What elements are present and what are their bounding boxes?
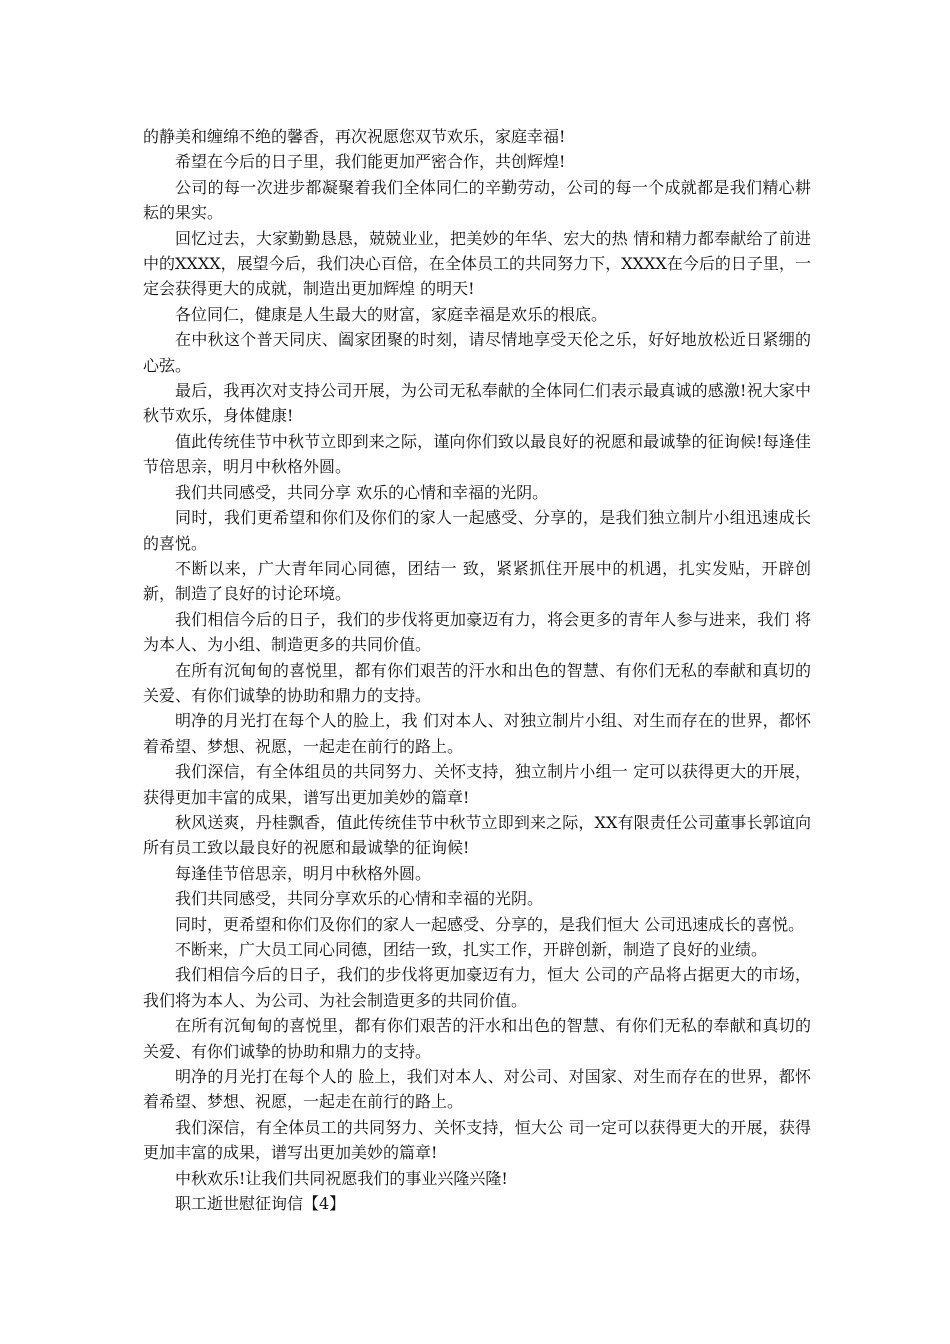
paragraph: 回忆过去，大家勤勤恳恳，兢兢业业，把美妙的年华、宏大的热 情和精力都奉献给了前进中的XXXX，展望今后，我们决心百倍，在全体员工的共同努力下，XXXX在今后的日子里，一定会获得更大的成就，制造出更加辉煌 的明天!: [143, 228, 811, 299]
paragraph: 希望在今后的日子里，我们能更加严密合作，共创辉煌!: [175, 152, 566, 172]
paragraph: 我们相信今后的日子，我们的步伐将更加豪迈有力，恒大 公司的产品将占据更大的市场，我们将为本人、为公司、为社会制造更多的共同价值。: [143, 965, 811, 1010]
paragraph: 明净的月光打在每个人的 脸上，我们对本人、对公司、对国家、对生而存在的世界，都怀着希望、梦想、祝愿，一起走在前行的路上。: [143, 1067, 811, 1112]
paragraph: 的静美和缠绵不绝的馨香，再次祝愿您双节欢乐，家庭幸福!: [143, 127, 566, 146]
document-body: [143, 124, 811, 1216]
paragraph: 最后，我再次对支持公司开展，为公司无私奉献的全体同仁们表示最真诚的感激!祝大家中秋节欢乐，身体健康!: [143, 381, 811, 426]
paragraph: 我们深信，有全体员工的共同努力、关怀支持，恒大公 司一定可以获得更大的开展，获得更加丰富的成果，谱写出更加美妙的篇章!: [143, 1117, 811, 1163]
paragraph: 明净的月光打在每个人的脸上，我 们对本人、对独立制片小组、对生而存在的世界，都怀着希望、梦想、祝愿，一起走在前行的路上。: [143, 711, 811, 756]
paragraph: 秋风送爽，丹桂飘香，值此传统佳节中秋节立即到来之际，XX有限责任公司董事长郭谊向所有员工致以最良好的祝愿和最诚挚的征询候!: [143, 812, 811, 858]
paragraph: 值此传统佳节中秋节立即到来之际，谨向你们致以最良好的祝愿和最诚挚的征询候!每逢佳节倍思亲，明月中秋格外圆。: [143, 431, 811, 477]
paragraph: 不断来，广大员工同心同德，团结一致，扎实工作，开辟创新，制造了良好的业绩。: [175, 940, 768, 959]
paragraph: 我们共同感受，共同分享 欢乐的心情和幸福的光阴。: [175, 482, 549, 502]
paragraph: 中秋欢乐!让我们共同祝愿我们的事业兴隆兴隆!: [175, 1168, 508, 1188]
paragraph: 公司的每一次进步都凝聚着我们全体同仁的辛勤劳动，公司的每一个成就都是我们精心耕耘的果实。: [143, 177, 811, 223]
paragraph: 在中秋这个普天同庆、阖家团聚的时刻，请尽情地享受天伦之乐，好好地放松近日紧绷的心弦。: [143, 330, 811, 375]
paragraph: 我们共同感受，共同分享欢乐的心情和幸福的光阴。: [175, 889, 544, 909]
paragraph: 我们相信今后的日子，我们的步伐将更加豪迈有力，将会更多的青年人参与进来，我们 将为本人、为小组、制造更多的共同价值。: [143, 609, 811, 655]
paragraph: 同时，我们更希望和你们及你们的家人一起感受、分享的，是我们独立制片小组迅速成长的喜悦。: [143, 508, 811, 553]
paragraph: 在所有沉甸甸的喜悦里，都有你们艰苦的汗水和出色的智慧、有你们无私的奉献和真切的关爱、有你们诚挚的协助和鼎力的支持。: [143, 660, 811, 705]
paragraph: 在所有沉甸甸的喜悦里，都有你们艰苦的汗水和出色的智慧、有你们无私的奉献和真切的关爱、有你们诚挚的协助和鼎力的支持。: [143, 1016, 811, 1061]
paragraph: 同时，更希望和你们及你们的家人一起感受、分享的，是我们恒大 公司迅速成长的喜悦。: [175, 914, 805, 934]
paragraph: 每逢佳节倍思亲，明月中秋格外圆。: [175, 863, 432, 883]
paragraph: 不断以来，广大青年同心同德，团结一 致，紧紧抓住开展中的机遇，扎实发贴，开辟创新，制造了良好的讨论环境。: [143, 558, 811, 604]
paragraph: 我们深信，有全体组员的共同努力、关怀支持，独立制片小组一 定可以获得更大的开展，获得更加丰富的成果，谱写出更加美妙的篇章!: [143, 762, 811, 807]
paragraph: 各位同仁，健康是人生最大的财富，家庭幸福是欢乐的根底。: [175, 304, 608, 324]
section-heading: 职工逝世慰征询信【4】: [175, 1194, 346, 1214]
